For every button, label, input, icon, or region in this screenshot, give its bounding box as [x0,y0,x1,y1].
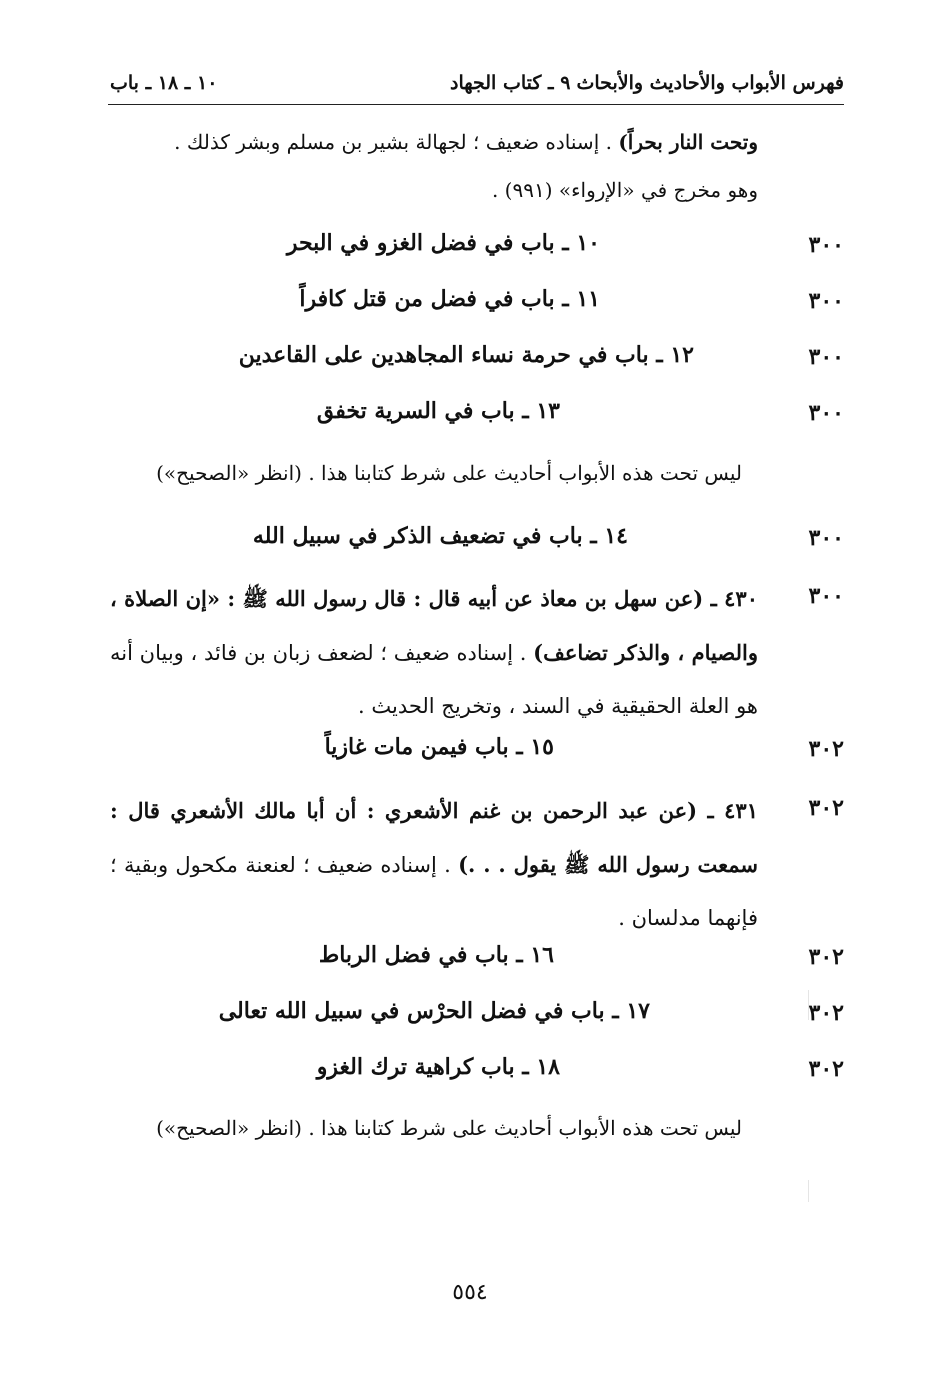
page-ref: ٣٠٢ [808,795,844,821]
scan-artifact [808,1180,809,1202]
page-ref: ٣٠٠ [808,525,844,551]
chapter-title: ١٦ ـ باب في فضل الرباط [318,942,554,968]
page-ref: ٣٠٠ [808,344,844,370]
chapter-title: ١٣ ـ باب في السرية تخفق [316,398,560,424]
page-ref: ٣٠٢ [808,944,844,970]
intro-line-1: وتحت النار بحراً) . إسناده ضعيف ؛ لجهالة بشير بن مسلم وبشر كذلك . [174,130,758,154]
page-ref: ٣٠٢ [808,1056,844,1082]
page-ref: ٣٠٠ [808,583,844,609]
page-ref: ٣٠٢ [808,1000,844,1026]
page-ref: ٣٠٠ [808,400,844,426]
chapter-title: ١١ ـ باب في فضل من قتل كافراً [299,286,600,312]
hadith-entry-431: ٤٣١ ـ (عن عبد الرحمن بن غنم الأشعري : أن أبا مالك الأشعري قال : سمعت رسول الله ﷺ يقول . . .) . إسناده ضعيف ؛ لعنعنة مكحول وبقية ؛ فإنهما مدلسان . [110,798,758,930]
intro-line-2: وهو مخرج في «الإرواء» (٩٩١) . [491,178,758,202]
note-no-hadith: ليس تحت هذه الأبواب أحاديث على شرط كتابنا هذا . (انظر «الصحيح») [156,1116,742,1140]
page-ref: ٣٠٢ [808,736,844,762]
scan-artifact [808,990,809,1020]
running-header [110,72,844,106]
note-no-hadith: ليس تحت هذه الأبواب أحاديث على شرط كتابنا هذا . (انظر «الصحيح») [156,461,742,485]
header-chapter-range: ١٠ ـ ١٨ ـ باب [110,72,218,94]
chapter-title: ١٠ ـ باب في فضل الغزو في البحر [286,230,600,256]
hadith-entry-430: ٤٣٠ ـ (عن سهل بن معاذ عن أبيه قال : قال رسول الله ﷺ : «إن الصلاة ، والصيام ، والذكر تضاعف) . إسناده ضعيف ؛ لضعف زبان بن فائد ، وبيان أنه هو العلة الحقيقية في السند ، وتخريج الحديث . [110,586,758,718]
chapter-title: ١٥ ـ باب فيمن مات غازياً [324,734,554,760]
page-number: ٥٥٤ [452,1280,488,1305]
header-book-title: ٩ ـ كتاب الجهاد [450,72,571,94]
page-ref: ٣٠٠ [808,288,844,314]
chapter-title: ١٧ ـ باب في فضل الحرْس في سبيل الله تعالى [218,998,650,1024]
header-rule [108,104,844,105]
page-ref: ٣٠٠ [808,232,844,258]
header-index-title: فهرس الأبواب والأحاديث والأبحاث [576,72,844,94]
chapter-title: ١٤ ـ باب في تضعيف الذكر في سبيل الله [252,523,628,549]
chapter-title: ١٨ ـ باب كراهية ترك الغزو [316,1054,560,1080]
chapter-title: ١٢ ـ باب في حرمة نساء المجاهدين على القاعدين [238,342,694,368]
